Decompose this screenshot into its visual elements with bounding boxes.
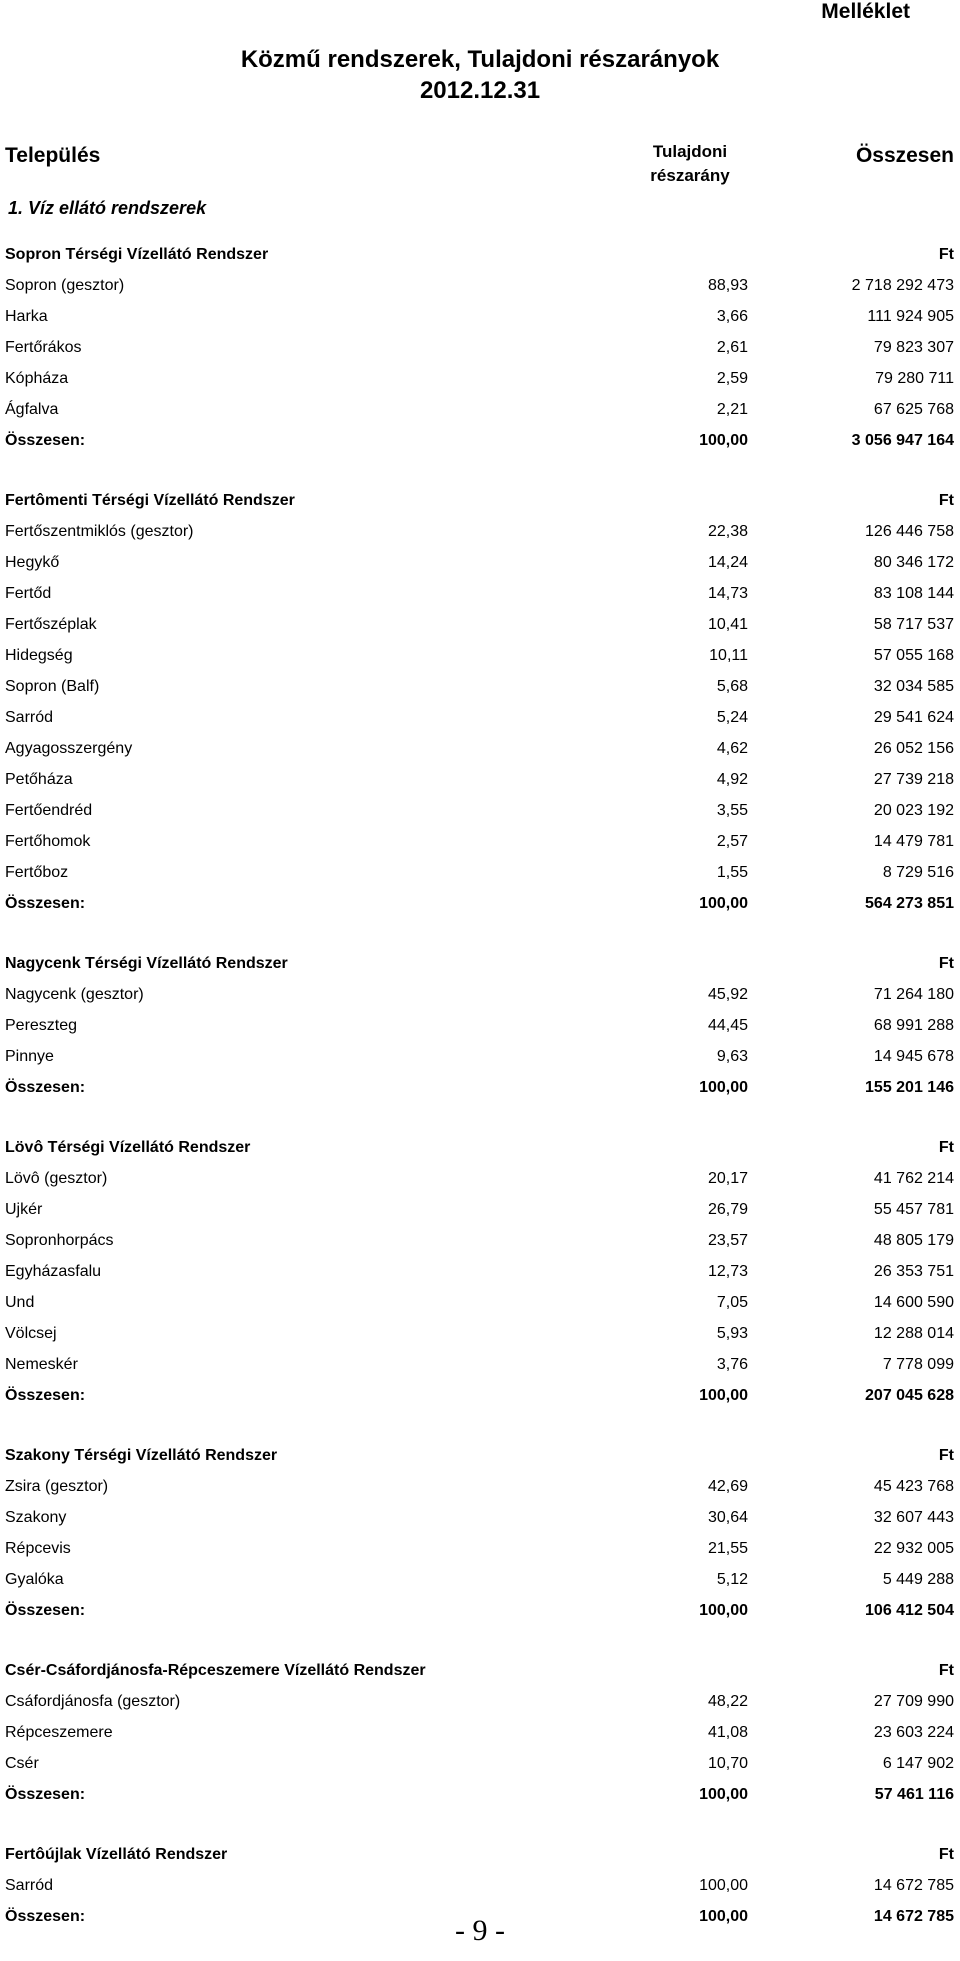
- share-value: 22,38: [707, 523, 748, 540]
- share-value: 41,08: [707, 1724, 748, 1741]
- amount-value: 32 034 585: [873, 678, 954, 695]
- amount-value: 20 023 192: [873, 802, 954, 819]
- system-header-row: [0, 1655, 960, 1686]
- settlement-name: Gyalóka: [5, 1571, 64, 1588]
- water-system-block: [0, 1132, 960, 1411]
- share-value: 23,57: [707, 1232, 748, 1249]
- share-value: 4,92: [716, 771, 748, 788]
- settlement-name: Völcsej: [5, 1325, 57, 1342]
- amount-value: 83 108 144: [873, 585, 954, 602]
- table-row: [0, 516, 960, 547]
- column-header-total: Összesen: [855, 144, 954, 167]
- table-row: [0, 1163, 960, 1194]
- table-row: [0, 547, 960, 578]
- settlement-name: Sopronhorpács: [5, 1232, 114, 1249]
- total-amount: 106 412 504: [865, 1602, 954, 1619]
- share-value: 10,11: [709, 647, 748, 664]
- share-value: 2,57: [716, 833, 748, 850]
- table-row: [0, 795, 960, 826]
- page-number: - 9 -: [455, 1914, 505, 1947]
- settlement-name: Fertőboz: [5, 864, 69, 881]
- share-value: 14,73: [707, 585, 748, 602]
- system-header-row: [0, 1839, 960, 1870]
- share-value: 12,73: [707, 1263, 748, 1280]
- share-value: 88,93: [707, 277, 748, 294]
- currency-label: Ft: [938, 955, 954, 972]
- settlement-name: Harka: [5, 308, 48, 325]
- amount-value: 5 449 288: [882, 1571, 954, 1588]
- total-share: 100,00: [699, 1908, 748, 1925]
- column-header-settlement: Település: [5, 144, 101, 167]
- total-amount: 14 672 785: [873, 1908, 954, 1925]
- table-row: [0, 394, 960, 425]
- table-row: [0, 578, 960, 609]
- total-share: 100,00: [699, 1387, 748, 1404]
- table-row: [0, 1194, 960, 1225]
- total-amount: 207 045 628: [865, 1387, 954, 1404]
- settlement-name: Agyagosszergény: [5, 740, 133, 757]
- system-name: Nagycenk Térségi Vízellátó Rendszer: [5, 955, 288, 972]
- amount-value: 57 055 168: [873, 647, 954, 664]
- amount-value: 45 423 768: [873, 1478, 954, 1495]
- amount-value: 8 729 516: [882, 864, 954, 881]
- share-value: 5,68: [716, 678, 748, 695]
- share-value: 44,45: [707, 1017, 748, 1034]
- document-title: [0, 44, 960, 106]
- total-label: Összesen:: [5, 1786, 86, 1803]
- settlement-name: Egyházasfalu: [5, 1263, 102, 1280]
- share-value: 14,24: [707, 554, 748, 571]
- share-value: 3,66: [716, 308, 748, 325]
- total-row: [0, 1779, 960, 1810]
- total-share: 100,00: [699, 895, 748, 912]
- settlement-name: Fertőd: [5, 585, 52, 602]
- water-system-block: [0, 485, 960, 919]
- table-row: [0, 1318, 960, 1349]
- system-header-row: [0, 948, 960, 979]
- settlement-name: Csér: [5, 1755, 39, 1772]
- share-value: 26,79: [707, 1201, 748, 1218]
- settlement-name: Répceszemere: [5, 1724, 113, 1741]
- share-value: 5,93: [716, 1325, 748, 1342]
- system-name: Szakony Térségi Vízellátó Rendszer: [5, 1447, 278, 1464]
- settlement-name: Csáfordjánosfa (gesztor): [5, 1693, 181, 1710]
- share-value: 100,00: [699, 1877, 748, 1894]
- currency-label: Ft: [938, 1662, 954, 1679]
- share-value: 2,21: [716, 401, 748, 418]
- share-value: 48,22: [707, 1693, 748, 1710]
- table-row: [0, 1533, 960, 1564]
- settlement-name: Nemeskér: [5, 1356, 78, 1373]
- amount-value: 68 991 288: [873, 1017, 954, 1034]
- settlement-name: Ujkér: [5, 1201, 43, 1218]
- settlement-name: Szakony: [5, 1509, 67, 1526]
- water-system-block: [0, 1440, 960, 1626]
- total-label: Összesen:: [5, 1079, 86, 1096]
- total-row: [0, 425, 960, 456]
- amount-value: 14 945 678: [873, 1048, 954, 1065]
- settlement-name: Lövô (gesztor): [5, 1170, 108, 1187]
- settlement-name: Und: [5, 1294, 35, 1311]
- table-row: [0, 1225, 960, 1256]
- table-row: [0, 764, 960, 795]
- settlement-name: Fertőrákos: [5, 339, 82, 356]
- share-value: 45,92: [707, 986, 748, 1003]
- amount-value: 14 672 785: [873, 1877, 954, 1894]
- system-header-row: [0, 1132, 960, 1163]
- share-value: 2,59: [716, 370, 748, 387]
- share-value: 2,61: [716, 339, 748, 356]
- total-row: [0, 1595, 960, 1626]
- currency-label: Ft: [938, 1846, 954, 1863]
- settlement-name: Hegykő: [5, 554, 60, 571]
- amount-value: 67 625 768: [873, 401, 954, 418]
- share-value: 7,05: [716, 1294, 748, 1311]
- system-header-row: [0, 1440, 960, 1471]
- table-row: [0, 1686, 960, 1717]
- settlement-name: Fertőszentmiklós (gesztor): [5, 523, 194, 540]
- total-label: Összesen:: [5, 1602, 86, 1619]
- share-value: 21,55: [707, 1540, 748, 1557]
- water-system-block: [0, 239, 960, 456]
- table-row: [0, 857, 960, 888]
- amount-value: 23 603 224: [873, 1724, 954, 1741]
- column-header-share-line-1: Tulajdoni: [652, 142, 728, 161]
- amount-value: 2 718 292 473: [851, 277, 954, 294]
- table-row: [0, 1256, 960, 1287]
- table-row: [0, 1717, 960, 1748]
- total-label: Összesen:: [5, 1908, 86, 1925]
- share-value: 30,64: [707, 1509, 748, 1526]
- table-row: [0, 609, 960, 640]
- system-name: Csér-Csáfordjánosfa-Répceszemere Vízellátó Rendszer: [5, 1662, 426, 1679]
- settlement-name: Pereszteg: [5, 1017, 78, 1034]
- amount-value: 126 446 758: [865, 523, 954, 540]
- table-row: [0, 301, 960, 332]
- amount-value: 71 264 180: [873, 986, 954, 1003]
- total-label: Összesen:: [5, 895, 86, 912]
- settlement-name: Kópháza: [5, 370, 69, 387]
- amount-value: 32 607 443: [873, 1509, 954, 1526]
- annex-label: Melléklet: [821, 0, 910, 23]
- amount-value: 29 541 624: [873, 709, 954, 726]
- settlement-name: Répcevis: [5, 1540, 71, 1557]
- settlement-name: Sarród: [5, 709, 54, 726]
- amount-value: 48 805 179: [873, 1232, 954, 1249]
- share-value: 20,17: [707, 1170, 748, 1187]
- system-header-row: [0, 485, 960, 516]
- share-value: 42,69: [707, 1478, 748, 1495]
- amount-value: 22 932 005: [873, 1540, 954, 1557]
- amount-value: 27 739 218: [873, 771, 954, 788]
- system-header-row: [0, 239, 960, 270]
- amount-value: 111 924 905: [867, 308, 954, 325]
- share-value: 1,55: [716, 864, 748, 881]
- amount-value: 80 346 172: [873, 554, 954, 571]
- table-row: [0, 733, 960, 764]
- total-share: 100,00: [699, 1786, 748, 1803]
- settlement-name: Zsira (gesztor): [5, 1478, 109, 1495]
- system-name: Fertômenti Térségi Vízellátó Rendszer: [5, 492, 295, 509]
- amount-value: 14 600 590: [873, 1294, 954, 1311]
- table-row: [0, 270, 960, 301]
- share-value: 3,55: [716, 802, 748, 819]
- system-name: Sopron Térségi Vízellátó Rendszer: [5, 246, 269, 263]
- table-row: [0, 1564, 960, 1595]
- amount-value: 79 823 307: [873, 339, 954, 356]
- settlement-name: Sopron (gesztor): [5, 277, 125, 294]
- settlement-name: Fertőhomok: [5, 833, 91, 850]
- table-row: [0, 640, 960, 671]
- water-system-block: [0, 1655, 960, 1810]
- currency-label: Ft: [938, 246, 954, 263]
- table-row: [0, 1748, 960, 1779]
- settlement-name: Sopron (Balf): [5, 678, 100, 695]
- settlement-name: Fertőendréd: [5, 802, 93, 819]
- amount-value: 14 479 781: [873, 833, 954, 850]
- share-value: 3,76: [716, 1356, 748, 1373]
- total-share: 100,00: [699, 432, 748, 449]
- table-row: [0, 1041, 960, 1072]
- title-line-2: 2012.12.31: [419, 77, 541, 104]
- share-value: 5,12: [716, 1571, 748, 1588]
- currency-label: Ft: [938, 492, 954, 509]
- total-amount: 57 461 116: [874, 1786, 954, 1803]
- table-row: [0, 826, 960, 857]
- share-value: 10,41: [707, 616, 748, 633]
- system-name: Lövô Térségi Vízellátó Rendszer: [5, 1139, 251, 1156]
- share-value: 10,70: [707, 1755, 748, 1772]
- system-name: Fertôújlak Vízellátó Rendszer: [5, 1846, 228, 1863]
- category-heading: 1. Víz ellátó rendszerek: [8, 198, 207, 218]
- table-row: [0, 332, 960, 363]
- amount-value: 55 457 781: [873, 1201, 954, 1218]
- water-system-block: [0, 948, 960, 1103]
- ownership-table: [0, 239, 960, 1961]
- amount-value: 41 762 214: [873, 1170, 954, 1187]
- total-share: 100,00: [699, 1079, 748, 1096]
- table-row: [0, 1287, 960, 1318]
- total-amount: 3 056 947 164: [851, 432, 954, 449]
- total-row: [0, 1380, 960, 1411]
- total-label: Összesen:: [5, 432, 86, 449]
- share-value: 5,24: [716, 709, 748, 726]
- settlement-name: Pinnye: [5, 1048, 54, 1065]
- total-amount: 155 201 146: [865, 1079, 954, 1096]
- share-value: 9,63: [716, 1048, 748, 1065]
- table-row: [0, 979, 960, 1010]
- settlement-name: Nagycenk (gesztor): [5, 986, 144, 1003]
- table-row: [0, 363, 960, 394]
- settlement-name: Fertőszéplak: [5, 616, 97, 633]
- settlement-name: Petőháza: [5, 771, 73, 788]
- settlement-name: Hidegség: [5, 647, 73, 664]
- table-row: [0, 1349, 960, 1380]
- table-row: [0, 1471, 960, 1502]
- amount-value: 79 280 711: [875, 370, 954, 387]
- amount-value: 26 353 751: [873, 1263, 954, 1280]
- amount-value: 27 709 990: [873, 1693, 954, 1710]
- currency-label: Ft: [938, 1139, 954, 1156]
- settlement-name: Ágfalva: [5, 401, 59, 418]
- share-value: 4,62: [716, 740, 748, 757]
- table-row: [0, 671, 960, 702]
- column-header-share-line-2: részarány: [650, 166, 730, 185]
- column-header-share: [630, 140, 750, 188]
- amount-value: 26 052 156: [873, 740, 954, 757]
- total-share: 100,00: [699, 1602, 748, 1619]
- amount-value: 58 717 537: [873, 616, 954, 633]
- total-row: [0, 888, 960, 919]
- table-row: [0, 1502, 960, 1533]
- table-row: [0, 1870, 960, 1901]
- total-row: [0, 1072, 960, 1103]
- title-line-1: Közmű rendszerek, Tulajdoni részarányok: [240, 46, 720, 73]
- amount-value: 6 147 902: [882, 1755, 954, 1772]
- amount-value: 7 778 099: [882, 1356, 954, 1373]
- amount-value: 12 288 014: [873, 1325, 954, 1342]
- currency-label: Ft: [938, 1447, 954, 1464]
- settlement-name: Sarród: [5, 1877, 54, 1894]
- table-row: [0, 702, 960, 733]
- total-label: Összesen:: [5, 1387, 86, 1404]
- total-amount: 564 273 851: [865, 895, 954, 912]
- table-row: [0, 1010, 960, 1041]
